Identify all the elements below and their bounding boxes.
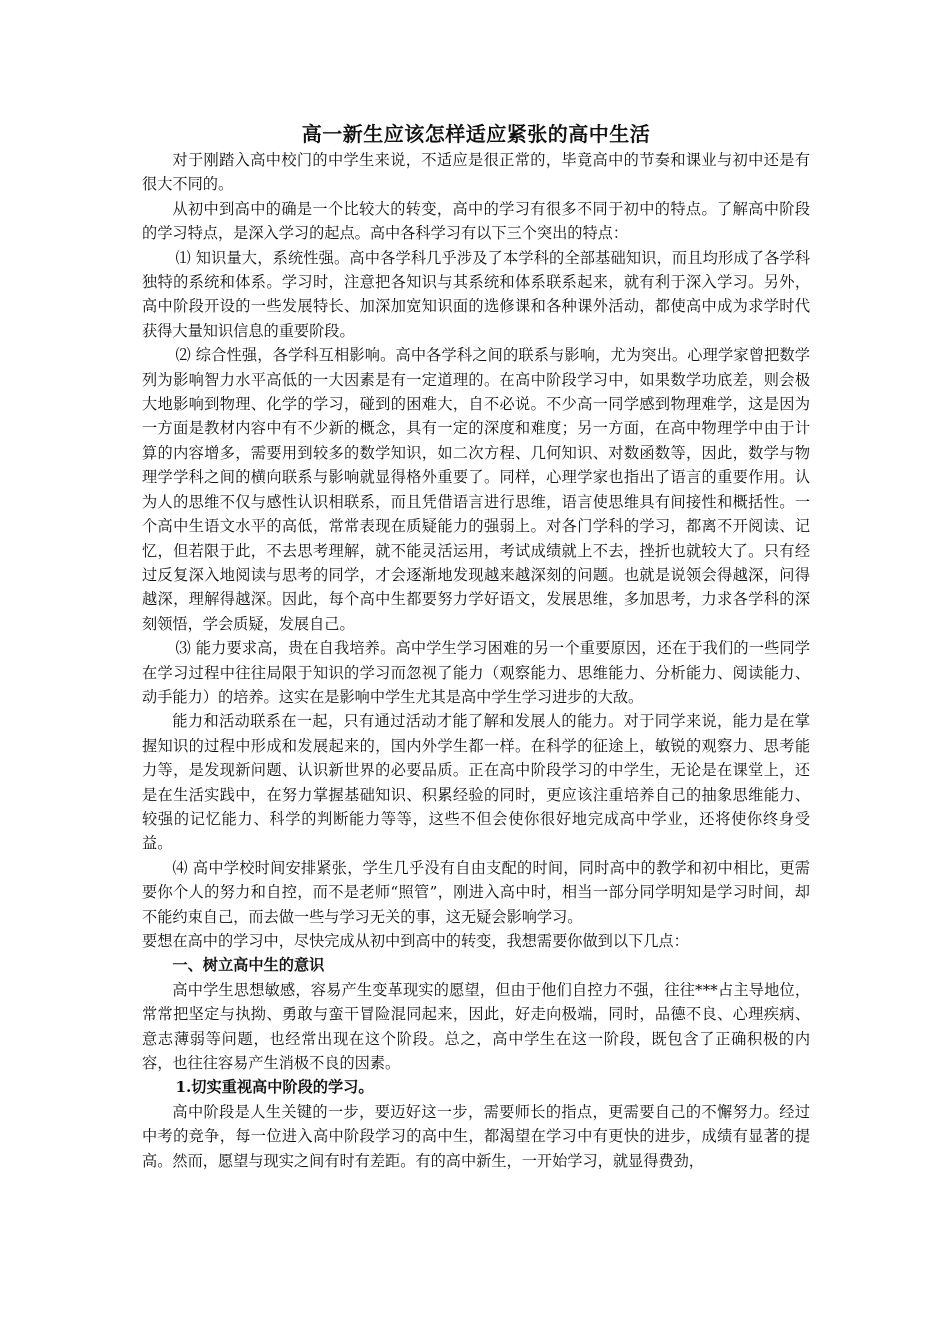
paragraph-ability: 能力和活动联系在一起，只有通过活动才能了解和发展人的能力。对于同学来说，能力是在掌握知识的过程中形成和发展起来的，国内外学生都一样。在科学的征途上，敏锐的观察力、思考能力等，是发现新问题、认识新世界的必要品质。正在高中阶段学习的中学生，无论是在课堂上，还是在生活实践中，在努力掌握基础知识、积累经验的同时，更应该注重培养自己的抽象思维能力、较强的记忆能力、科学的判断能力等等，这些不但会使你很好地完成高中学业，还将使你终身受益。	[142, 712, 810, 853]
paragraph-point-2: ⑵ 综合性强，各学科互相影响。高中各学科之间的联系与影响，尤为突出。心理学家曾把数学列为影响智力水平高低的一大因素是有一定道理的。在高中阶段学习中，如果数学功底差，则会极大地影响到物理、化学的学习，碰到的困难大，自不必说。不少高一同学感到物理难学，这是因为一方面是教材内容中有不少新的概念，具有一定的深度和难度；另一方面，在高中物理学中由于计算的内容增多，需要用到较多的数学知识，如二次方程、几何知识、对数函数等，因此，数学与物理学学科之间的横向联系与影响就显得格外重要了。同样，心理学家也指出了语言的重要作用。认为人的思维不仅与感性认识相联系，而且凭借语言进行思维，语言使思维具有间接性和概括性。一个高中生语文水平的高低，常常表现在质疑能力的强弱上。对各门学科的学习，都离不开阅读、记忆，但若限于此，不去思考理解，就不能灵活运用，考试成绩就上不去，挫折也就较大了。只有经过反复深入地阅读与思考的同学，才会逐渐地发现越来越深刻的问题。也就是说领会得越深，问得越深，理解得越深。因此，每个高中生都要努力学好语文，发展思维，多加思考，力求各学科的深刻领悟，学会质疑，发展自己。	[142, 346, 810, 633]
paragraph-intro: 对于刚踏入高中校门的中学生来说，不适应是很正常的，毕竟高中的节奏和课业与初中还是有很大不同的。	[142, 151, 810, 194]
paragraph-point-4: ⑷ 高中学校时间安排紧张，学生几乎没有自由支配的时间，同时高中的教学和初中相比，更需要你个人的努力和自控，而不是老师“照管”，刚进入高中时，相当一部分同学明知是学习时间，却不能约束自己，而去做一些与学习无关的事，这无疑会影响学习。	[142, 858, 810, 926]
paragraph-lead-in: 要想在高中的学习中，尽快完成从初中到高中的转变，我想需要你做到以下几点：	[142, 932, 689, 950]
paragraph-point-1: ⑴ 知识量大，系统性强。高中各学科几乎涉及了本学科的全部基础知识，而且均形成了各学科独特的系统和体系。学习时，注意把各知识与其系统和体系联系起来，就有利于深入学习。另外，高中阶段开设的一些发展特长、加深加宽知识面的选修课和各种课外活动，都使高中成为求学时代获得大量知识信息的重要阶段。	[142, 248, 810, 340]
paragraph-point-3: ⑶ 能力要求高，贵在自我培养。高中学生学习困难的另一个重要原因，还在于我们的一些同学在学习过程中往往局限于知识的学习而忽视了能力（观察能力、思维能力、分析能力、阅读能力、动手能力）的培养。这实在是影响中学生尤其是高中学生学习进步的大敌。	[142, 639, 810, 706]
document-page	[142, 120, 810, 1173]
section-heading-1: 一、树立高中生的意识	[172, 956, 325, 975]
document-title: 高一新生应该怎样适应紧张的高中生活	[301, 122, 651, 146]
paragraph-section-1: 高中学生思想敏感，容易产生变革现实的愿望，但由于他们自控力不强，往往***占主导地位，常常把坚定与执拗、勇敢与蛮干冒险混同起来，因此，好走向极端，同时，品德不良、心理疾病、意志薄弱等问题，也经常出现在这个阶段。总之，高中学生在这一阶段，既包含了正确积极的内容，也往往容易产生消极不良的因素。	[142, 980, 810, 1073]
paragraph-subsection-1: 高中阶段是人生关键的一步，要迈好这一步，需要师长的指点，更需要自己的不懈努力。经过中考的竞争，每一位进入高中阶段学习的高中生，都渴望在学习中有更快的进步，成绩有显著的提高。然而，愿望与现实之间有时有差距。有的高中新生，一开始学习，就显得费劲，	[142, 1102, 810, 1170]
paragraph-transition: 从初中到高中的确是一个比较大的转变，高中的学习有很多不同于初中的特点。了解高中阶段的学习特点，是深入学习的起点。高中各科学习有以下三个突出的特点：	[142, 199, 810, 243]
subsection-heading-1: 1.切实重视高中阶段的学习。	[175, 1078, 374, 1097]
